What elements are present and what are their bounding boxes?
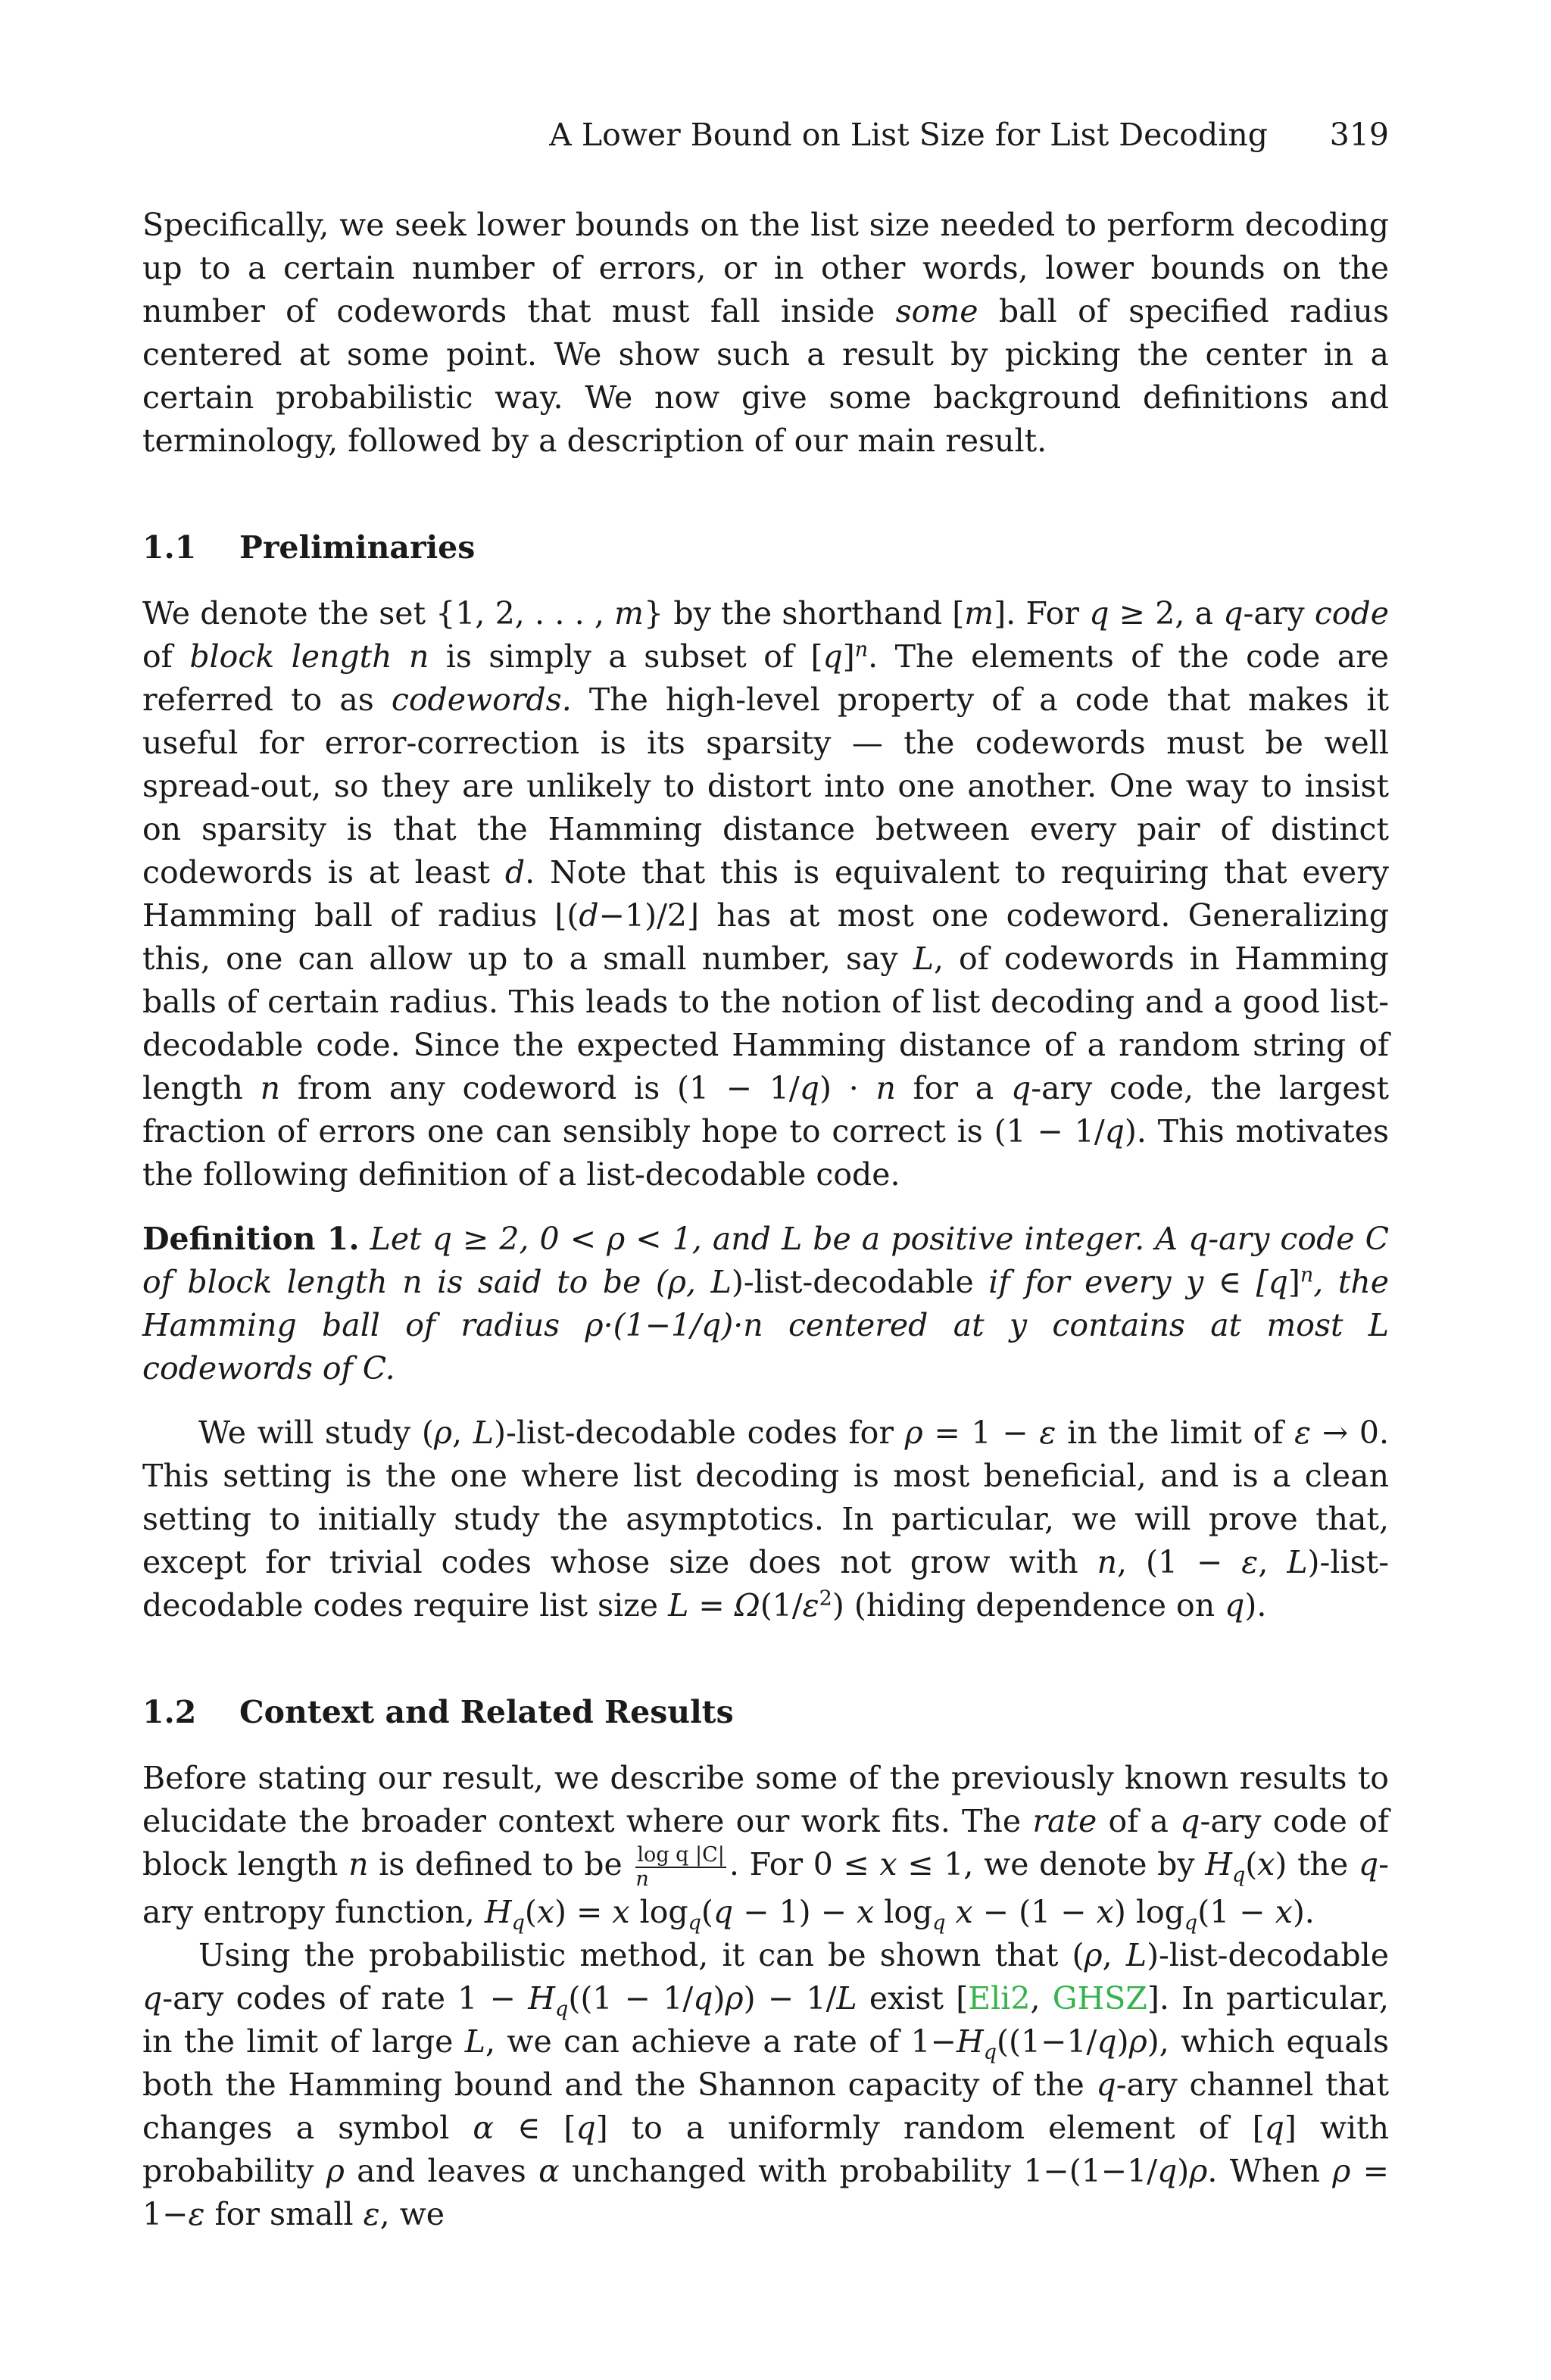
running-title: A Lower Bound on List Size for List Decoding: [549, 117, 1268, 153]
citation-ghsz[interactable]: GHSZ: [1052, 1979, 1147, 2017]
intro-paragraph: Specifically, we seek lower bounds on the list size needed to perform decoding up to a certain number of errors, or in other words, lower bounds on the number of codewords that must fall inside some ball of specified radius centered at some point. We show such a result by picking the center in a certain probabilistic way. We now give some background definitions and terminology, followed by a description of our main result.: [142, 207, 1389, 459]
section-heading-preliminaries: 1.1 Preliminaries: [142, 529, 476, 566]
citation-eli2[interactable]: Eli2: [968, 1979, 1031, 2017]
rate-fraction: $\frac{\text{log q |C|}}{n}$: [635, 1842, 725, 1891]
probabilistic-paragraph: Using the probabilistic method, it can be shown that (ρ, L)-list-decodable q-ary codes of rate $1 - H_q((1 - 1/q)\rho) - 1/L$ exist [Eli2, GHSZ]. In particular, in the limit of large L, we can achieve a rate of $1-H_q((1-1/q)\rho)$, which equals both the Hamming bound and the Shannon capacity of the q-ary channel that changes a symbol α ∈ [q] to a uniformly random element of [q] with probability ρ and leaves α unchanged with probability 1−(1−1/q)ρ. When ρ = 1−ε for small ε, we: [142, 1936, 1390, 2232]
section-heading-context: 1.2 Context and Related Results: [142, 1694, 734, 1730]
running-header: [142, 114, 1389, 157]
context-paragraph: Before stating our result, we describe some of the previously known results to elucidate the broader context where our work fits. The rate of a q-ary code of block length n is defined to be $\frac{\text{log q |C|}}{n}$ . For 0 ≤ x ≤ 1, we denote by $H_q(x)$ the q-ary entropy function, $H_q(x) = x$ $\log_q(q - 1) - x$ $\log_q x - (1 - x) \log_q(1 - x)$.: [142, 1760, 1390, 1935]
definition-1: Definition 1. Let q ≥ 2, 0 < ρ < 1, and L be a positive integer. A q-ary code C of block length n is said to be (ρ, L)-list-decodable if for every y ∈ $[q]^n$, the Hamming ball of radius ρ·(1−1/q)·n centered at y contains at most L codewords of C.: [142, 1221, 1389, 1387]
definition-label: Definition 1.: [142, 1221, 360, 1257]
page-number: 319: [1329, 117, 1389, 153]
preliminaries-paragraph: We denote the set {1, 2, . . . , m} by the shorthand [m]. For q ≥ 2, a q-ary code of block length n is simply a subset of $[q]^n$. The elements of the code are referred to as codewords. The high-level property of a code that makes it useful for error-correction is its sparsity — the codewords must be well spread-out, so they are unlikely to distort into one another. One way to insist on sparsity is that the Hamming distance between every pair of distinct codewords is at least d. Note that this is equivalent to requiring that every Hamming ball of radius ⌊(d−1)/2⌋ has at most one codeword. Generalizing this, one can allow up to a small number, say L, of codewords in Hamming balls of certain radius. This leads to the notion of list decoding and a good list-decodable code. Since the expected Hamming distance of a random string of length n from any codeword is (1 − 1/q) · n for a q-ary code, the largest fraction of errors one can sensibly hope to correct is (1 − 1/q). This motivates the following definition of a list-decodable code.: [142, 595, 1389, 1193]
study-paragraph: We will study (ρ, L)-list-decodable codes for ρ = 1 − ε in the limit of ε → 0. This setting is the one where list decoding is most beneficial, and is a clean setting to initially study the asymptotics. In particular, we will prove that, except for trivial codes whose size does not grow with n, (1 − ε, L)-list-decodable codes require list size $L = \Omega(1/\varepsilon^2)$ (hiding dependence on q).: [142, 1415, 1389, 1624]
paper-page: [142, 114, 1389, 2236]
